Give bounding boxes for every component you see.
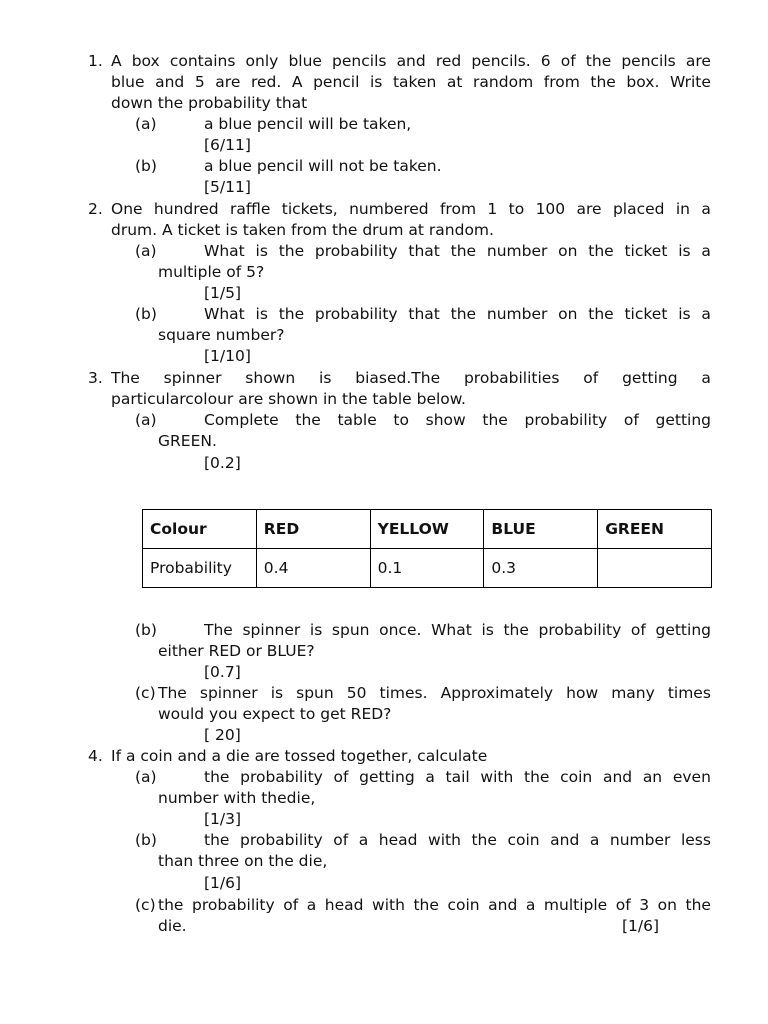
question-4c-answer: [1/6]: [622, 917, 660, 935]
question-3a-text-line-2: GREEN.: [158, 432, 217, 450]
question-3c-answer: [ 20]: [204, 726, 241, 744]
question-2b-label: (b): [135, 305, 157, 323]
table-cell: Probability: [143, 549, 257, 588]
question-2-stem-line-2: drum. A ticket is taken from the drum at random.: [111, 221, 494, 239]
table-header-cell: YELLOW: [370, 510, 484, 549]
question-3c-text-line-1: The spinner is spun 50 times. Approximately how many times: [158, 684, 711, 702]
question-1b-answer: [5/11]: [204, 178, 251, 196]
table-cell: 0.4: [256, 549, 370, 588]
question-4-number: 4.: [88, 747, 103, 765]
question-2b-answer: [1/10]: [204, 347, 251, 365]
table-cell-green-blank: [598, 549, 712, 588]
question-3b-label: (b): [135, 621, 157, 639]
question-4a-label: (a): [135, 768, 157, 786]
question-4c-label: (c): [135, 896, 156, 914]
table-header-row: [143, 510, 712, 549]
table-cell: 0.3: [484, 549, 598, 588]
question-1a-answer: [6/11]: [204, 136, 251, 154]
question-2b-text-line-2: square number?: [158, 326, 285, 344]
question-3-stem-line-1: The spinner shown is biased.The probabilities of getting a: [111, 369, 711, 387]
question-3-stem-line-2: particularcolour are shown in the table below.: [111, 390, 466, 408]
question-3c-label: (c): [135, 684, 156, 702]
question-2-stem-line-1: One hundred raffle tickets, numbered from 1 to 100 are placed in a: [111, 200, 711, 218]
question-3c-text-line-2: would you expect to get RED?: [158, 705, 392, 723]
question-4a-answer: [1/3]: [204, 810, 242, 828]
question-2a-label: (a): [135, 242, 157, 260]
question-3b-text-line-1: The spinner is spun once. What is the probability of getting: [204, 621, 711, 639]
table-row: [143, 549, 712, 588]
question-3b-text-line-2: either RED or BLUE?: [158, 642, 315, 660]
question-4c-text-line-2: die.: [158, 917, 187, 935]
question-4c-text-line-1: the probability of a head with the coin and a multiple of 3 on the: [158, 896, 711, 914]
question-1b-text: a blue pencil will not be taken.: [204, 157, 442, 175]
table-header-cell: Colour: [143, 510, 257, 549]
question-2-number: 2.: [88, 200, 103, 218]
question-2a-answer: [1/5]: [204, 284, 242, 302]
question-3a-answer: [0.2]: [204, 454, 241, 472]
probability-table: [142, 509, 712, 588]
question-4a-text-line-2: number with thedie,: [158, 789, 316, 807]
question-1-stem-line-1: A box contains only blue pencils and red pencils. 6 of the pencils are: [111, 52, 711, 70]
question-1-stem-line-2: blue and 5 are red. A pencil is taken at random from the box. Write: [111, 73, 711, 91]
table-header-cell: BLUE: [484, 510, 598, 549]
table-header-cell: RED: [256, 510, 370, 549]
question-3a-label: (a): [135, 411, 157, 429]
question-2a-text-line-2: multiple of 5?: [158, 263, 265, 281]
question-3a-text-line-1: Complete the table to show the probability of getting: [204, 411, 711, 429]
question-4a-text-line-1: the probability of getting a tail with the coin and an even: [204, 768, 711, 786]
question-4b-label: (b): [135, 831, 157, 849]
question-1a-text: a blue pencil will be taken,: [204, 115, 412, 133]
question-4-stem-line-1: If a coin and a die are tossed together, calculate: [111, 747, 488, 765]
question-1-stem-line-3: down the probability that: [111, 94, 308, 112]
question-2a-text-line-1: What is the probability that the number on the ticket is a: [204, 242, 711, 260]
question-3b-answer: [0.7]: [204, 663, 241, 681]
question-1-number: 1.: [88, 52, 103, 70]
table-header-cell: GREEN: [598, 510, 712, 549]
question-3-number: 3.: [88, 369, 103, 387]
question-4b-text-line-1: the probability of a head with the coin and a number less: [204, 831, 711, 849]
question-1b-label: (b): [135, 157, 157, 175]
question-1a-label: (a): [135, 115, 157, 133]
table-cell: 0.1: [370, 549, 484, 588]
question-4b-answer: [1/6]: [204, 874, 242, 892]
question-4b-text-line-2: than three on the die,: [158, 852, 328, 870]
question-2b-text-line-1: What is the probability that the number on the ticket is a: [204, 305, 711, 323]
